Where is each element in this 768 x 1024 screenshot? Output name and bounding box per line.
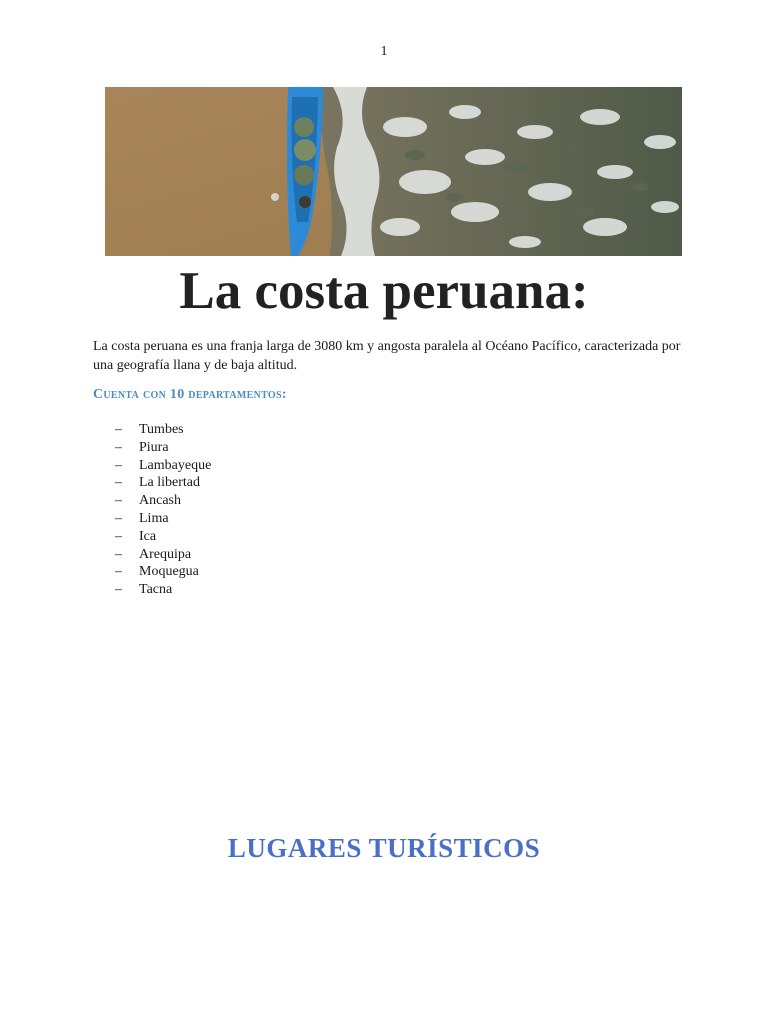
departments-subheading: Cuenta con 10 departamentos:	[93, 387, 287, 402]
hero-image	[105, 87, 682, 256]
department-name: Tumbes	[139, 422, 184, 437]
list-bullet: –	[115, 510, 122, 526]
department-name: La libertad	[139, 475, 201, 491]
department-name: Arequipa	[139, 546, 192, 562]
list-bullet: –	[115, 475, 122, 491]
list-item	[115, 439, 211, 457]
list-bullet: –	[115, 546, 122, 562]
aerial-boat-shore-photo	[105, 87, 682, 256]
list-item	[115, 492, 211, 510]
list-bullet: –	[115, 564, 122, 580]
department-name: Lambayeque	[139, 457, 212, 473]
list-item	[115, 563, 211, 581]
list-bullet: –	[115, 439, 122, 455]
departments-list	[115, 421, 211, 599]
list-item	[115, 510, 211, 528]
list-item	[115, 581, 211, 599]
list-bullet: –	[115, 528, 122, 544]
list-item	[115, 528, 211, 546]
list-item	[115, 474, 211, 492]
list-item	[115, 457, 211, 475]
department-name: Tacna	[139, 582, 173, 598]
list-bullet: –	[115, 422, 122, 437]
page-number: 1	[380, 44, 388, 59]
department-name: Piura	[139, 439, 169, 455]
department-name: Ica	[139, 528, 157, 544]
department-name: Moquegua	[139, 564, 199, 580]
page-title: La costa peruana:	[179, 262, 589, 320]
list-bullet: –	[115, 493, 122, 509]
department-name: Ancash	[139, 493, 181, 509]
list-bullet: –	[115, 457, 122, 473]
list-item	[115, 421, 211, 439]
list-item	[115, 546, 211, 564]
intro-paragraph: La costa peruana es una franja larga de 3080 km y angosta paralela al Océano Pacífico, caracterizada por una geografía llana y de baja altitud.	[93, 339, 681, 373]
department-name: Lima	[139, 510, 169, 526]
tourist-places-heading: LUGARES TURÍSTICOS	[227, 833, 541, 863]
list-bullet: –	[115, 582, 122, 598]
